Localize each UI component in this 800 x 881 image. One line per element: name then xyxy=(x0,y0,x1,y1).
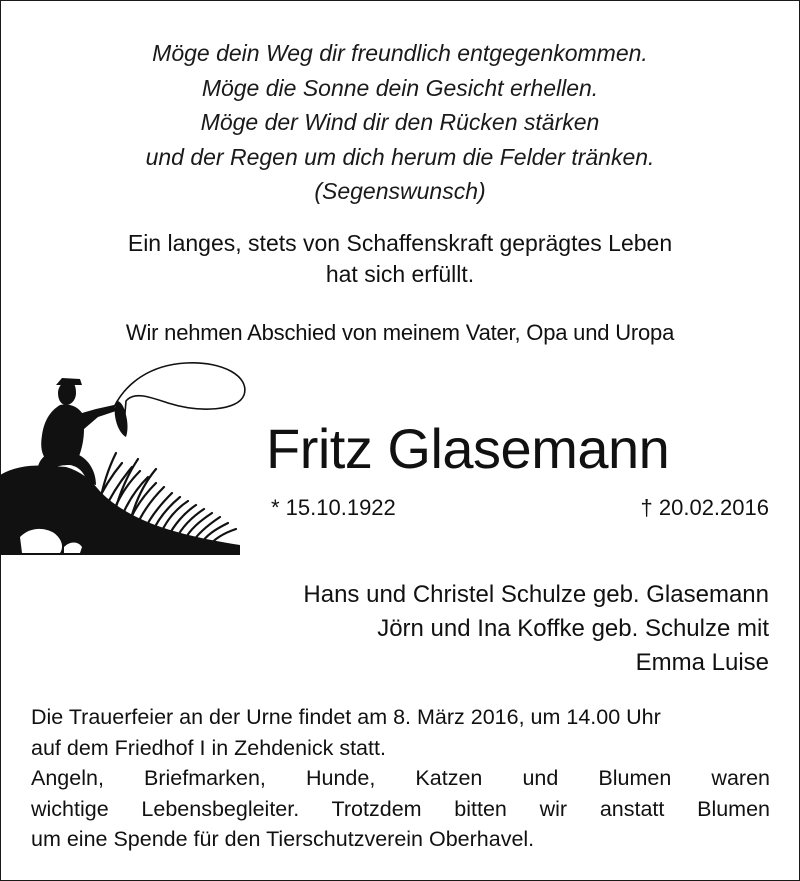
poem-line: und der Regen um dich herum die Felder tränken. xyxy=(145,143,655,170)
fisherman-illustration xyxy=(0,355,250,555)
info-line: um eine Spende für den Tierschutzverein Oberhavel. xyxy=(31,827,535,851)
life-line: hat sich erfüllt. xyxy=(325,261,475,287)
poem-line: Möge die Sonne dein Gesicht erhellen. xyxy=(201,74,599,101)
life-line: Ein langes, stets von Schaffenskraft geprägtes Leben xyxy=(127,230,673,256)
funeral-info xyxy=(31,702,770,855)
info-line: auf dem Friedhof I in Zehdenick statt. xyxy=(31,735,386,760)
life-statement xyxy=(0,228,800,290)
mourner-line: Hans und Christel Schulze geb. Glasemann xyxy=(303,581,769,608)
blessing-poem xyxy=(0,36,800,209)
death-date: † 20.02.2016 xyxy=(640,495,769,520)
mourner-line: Jörn und Ina Koffke geb. Schulze mit xyxy=(377,615,769,642)
family-mourners xyxy=(303,578,769,680)
info-line: Die Trauerfeier an der Urne findet am 8. März 2016, um 14.00 Uhr xyxy=(31,705,661,729)
poem-line: Möge der Wind dir den Rücken stärken xyxy=(200,109,600,135)
poem-source: (Segenswunsch) xyxy=(314,178,486,204)
info-line: Angeln, Briefmarken, Hunde, Katzen und Blumen waren xyxy=(31,766,770,790)
info-line: wichtige Lebensbegleiter. Trotzdem bitten wir anstatt Blumen xyxy=(31,796,770,821)
deceased-name: Fritz Glasemann xyxy=(266,417,670,480)
birth-date: * 15.10.1922 xyxy=(271,495,396,520)
poem-line: Möge dein Weg dir freundlich entgegenkommen. xyxy=(152,40,648,66)
mourner-line: Emma Luise xyxy=(635,649,769,676)
farewell-line: Wir nehmen Abschied von meinem Vater, Opa und Uropa xyxy=(125,320,675,345)
